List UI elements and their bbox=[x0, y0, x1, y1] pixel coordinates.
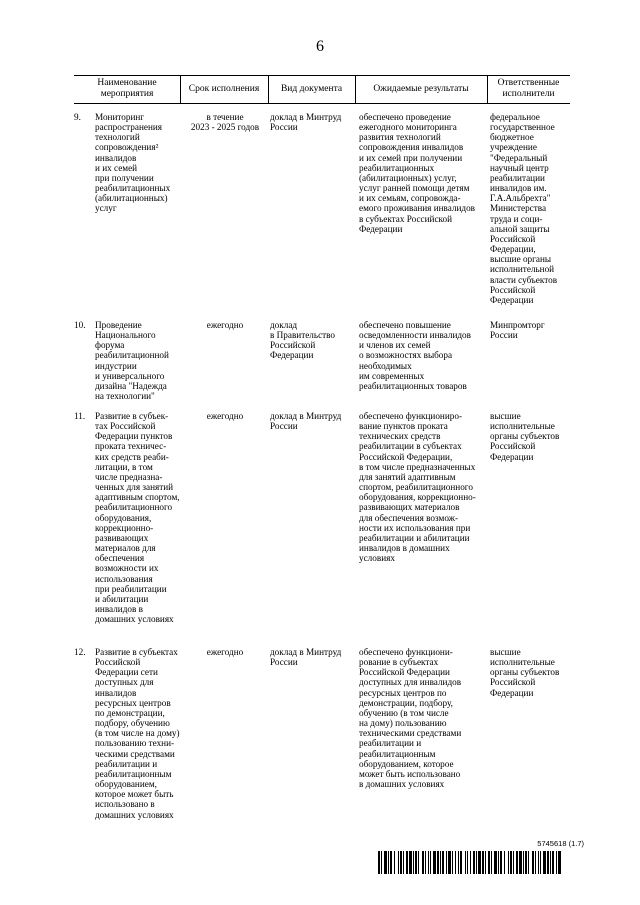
row-deadline: ежегодно bbox=[206, 647, 244, 657]
row-number: 12. bbox=[74, 647, 86, 657]
column-header-responsible: Ответственные исполнители bbox=[497, 78, 560, 99]
barcode-image bbox=[378, 851, 562, 874]
row-responsible: Минпромторг России bbox=[490, 320, 545, 341]
row-number: 10. bbox=[74, 320, 86, 330]
column-header-doc-type: Вид документа bbox=[280, 83, 343, 94]
row-doc-type: доклад в Минтруд России bbox=[270, 112, 342, 133]
row-responsible: федеральное государственное бюджетное учреждение "Федеральный научный центр реабилитации инвалидов им. Г.А.Альбрехта" Министерства труда и соци- альной защиты Российской Федерации, высшие органы исполнительной власти субъектов Российской Федерации bbox=[490, 112, 558, 305]
row-deadline: ежегодно bbox=[206, 411, 244, 421]
row-name: Развитие в субъектах Российской Федерации сети доступных для инвалидов ресурсных центров по демонстрации, подбору, обучению (в том числе на дому) пользованию техни- ческими средствами реабилитации и реабилитационным оборудованием, которое может быть использовано в домашних условиях bbox=[95, 647, 180, 820]
row-number: 9. bbox=[74, 112, 81, 122]
table-header bbox=[74, 75, 570, 103]
row-results: обеспечено проведение ежегодного мониторинга развития технологий сопровождения инвалидов и их семей при получении реабилитационных (абилитационных) услуг, услуг ранней помощи детям и их семьям, сопровожда- емого проживания инвалидов в субъектах Российской Федерации bbox=[359, 112, 476, 234]
row-results: обеспечено повышение осведомленности инвалидов и членов их семей о возможностях выбора необходимых им современных реабилитационных товаров bbox=[359, 320, 471, 391]
row-results: обеспечено функциони- рование в субъектах Российской Федерации доступных для инвалидов ресурсных центров по демонстрации, подбору, обучению (в том числе на дому) пользованию техническими средствами реабилитации и реабилитационным оборудованием, которое может быть использовано в домашних условиях bbox=[359, 647, 462, 790]
row-responsible: высшие исполнительные органы субъектов Российской Федерации bbox=[490, 411, 560, 462]
row-results: обеспечено функциониро- вание пунктов проката технических средств реабилитации в субъектах Российской Федерации, в том числе предназначенных для занятий адаптивным спортом, реабилитационного оборудования, коррекционно- развивающих материалов для обеспечения возмож- ности их использования при реабилитации и абилитации инвалидов в домашних условиях bbox=[359, 411, 476, 564]
column-header-deadline: Срок исполнения bbox=[188, 83, 260, 94]
page-number: 6 bbox=[316, 38, 324, 55]
column-header-name: Наименование мероприятия bbox=[97, 78, 157, 99]
document-code: 5745618 (1.7) bbox=[537, 839, 584, 848]
row-doc-type: доклад в Минтруд России bbox=[270, 647, 342, 668]
row-deadline: ежегодно bbox=[206, 320, 244, 330]
row-number: 11. bbox=[74, 411, 86, 421]
row-responsible: высшие исполнительные органы субъектов Российской Федерации bbox=[490, 647, 560, 698]
row-doc-type: доклад в Правительство Российской Федерации bbox=[270, 320, 336, 361]
row-name: Мониторинг распространения технологий сопровождения² инвалидов и их семей при получении реабилитационных (абилитационных) услуг bbox=[95, 112, 171, 214]
column-header-results: Ожидаемые результаты bbox=[373, 83, 469, 94]
row-deadline: в течение 2023 - 2025 годов bbox=[190, 112, 260, 133]
row-name: Проведение Национального форума реабилитационной индустрии и универсального дизайна "Надежда на технологии" bbox=[95, 320, 169, 402]
row-name: Развитие в субъек- тах Российской Федерации пунктов проката техничес- ких средств реаби- литации, в том числе предназна- ченных для занятий адаптивным спортом, реабилитационного оборудования, коррекционно- развивающих материалов для обеспечения возможности их использования при реабилитации и абилитации инвалидов в домашних условиях bbox=[95, 411, 180, 625]
row-doc-type: доклад в Минтруд России bbox=[270, 411, 342, 432]
table-header-bottom-rule bbox=[74, 103, 570, 104]
